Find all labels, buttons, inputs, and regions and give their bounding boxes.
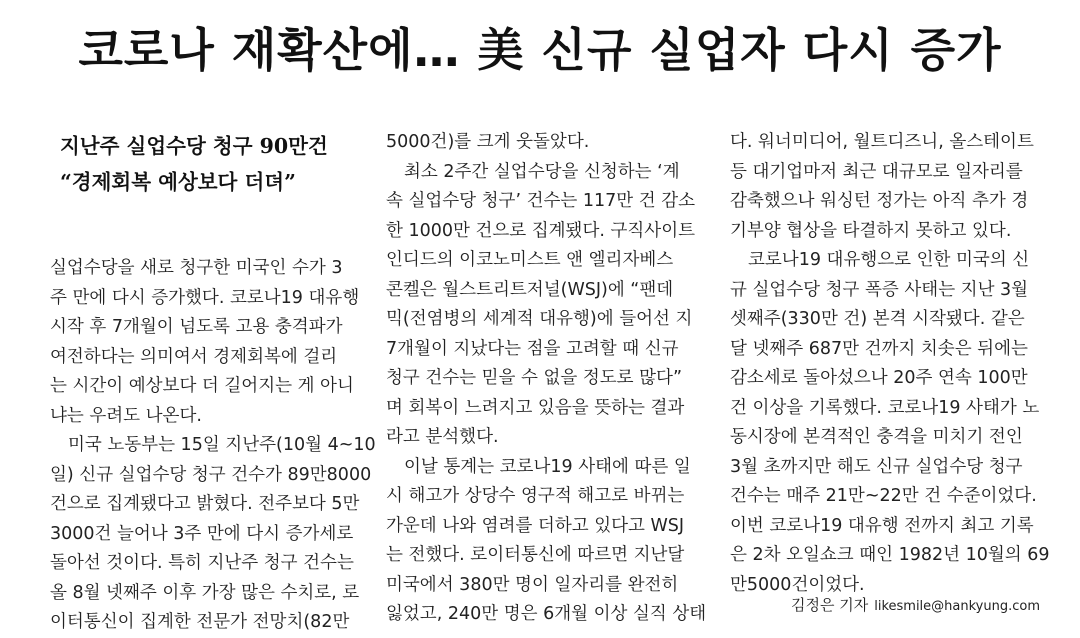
body-line: 이터통신이 집계한 전문가 전망치(82만 — [50, 612, 350, 632]
body-line: 동시장에 본격적인 충격을 미치기 전인 — [730, 427, 1023, 447]
body-line: 만5000건이었다. — [730, 574, 865, 595]
subheadline-block — [50, 128, 360, 200]
body-line: 일) 신규 실업수당 청구 건수가 89만8000 — [50, 464, 372, 485]
body-line: 라고 분석했다. — [386, 427, 499, 447]
headline: 코로나 재확산에… 美 신규 실업자 다시 증가 — [78, 23, 1002, 77]
body-line: 미국 노동부는 15일 지난주(10월 4~10 — [68, 435, 376, 455]
body-line: 기부양 협상을 타결하지 못하고 있다. — [730, 220, 1012, 241]
body-line: 한 1000만 건으로 집계됐다. 구직사이트 — [386, 220, 696, 241]
body-line: 등 대기업마저 최근 대규모로 일자리를 — [730, 161, 1023, 182]
body-line: 는 전했다. 로이터통신에 따르면 지난달 — [386, 545, 685, 565]
body-line: 콘켈은 월스트리트저널(WSJ)에 “팬데 — [386, 279, 674, 300]
article-column-2 — [386, 128, 707, 630]
body-line: 청구 건수는 믿을 수 없을 정도로 많다” — [386, 368, 683, 388]
reporter-name: 김정은 기자 — [791, 596, 869, 614]
body-line: 다. 워너미디어, 월트디즈니, 올스테이트 — [730, 132, 1034, 152]
body-line: 돌아선 것이다. 특히 지난주 청구 건수는 — [50, 553, 354, 573]
body-line: 최소 2주간 실업수당을 신청하는 ‘계 — [404, 161, 680, 182]
body-line: 믹(전염병의 세계적 대유행)에 들어선 지 — [386, 309, 693, 329]
body-line: 시작 후 7개월이 넘도록 고용 충격파가 — [50, 317, 343, 337]
body-line: 주 만에 다시 증가했다. 코로나19 대유행 — [50, 287, 360, 308]
article-column-1 — [50, 128, 376, 638]
body-line: 는 시간이 예상보다 더 길어지는 게 아니 — [50, 376, 354, 396]
body-line: 잃었고, 240만 명은 6개월 이상 실직 상태 — [386, 604, 707, 624]
body-line: 코로나19 대유행으로 인한 미국의 신 — [748, 250, 1030, 270]
body-line: 냐는 우려도 나온다. — [50, 405, 202, 426]
body-line: 은 2차 오일쇼크 때인 1982년 10월의 69 — [730, 545, 1050, 565]
body-line: 7개월이 지났다는 점을 고려할 때 신규 — [386, 338, 679, 359]
body-line: 달 넷째주 687만 건까지 치솟은 뒤에는 — [730, 338, 1028, 359]
subheadline-1: 지난주 실업수당 청구 90만건 — [60, 134, 328, 158]
body-line: 3000건 늘어나 3주 만에 다시 증가세로 — [50, 523, 354, 544]
body-line: 건 이상을 기록했다. 코로나19 사태가 노 — [730, 397, 1040, 418]
body-line: 인디드의 이코노미스트 앤 엘리자베스 — [386, 250, 674, 270]
body-line: 감축했으나 워싱턴 정가는 아직 추가 경 — [730, 191, 1029, 211]
body-line: 며 회복이 느려지고 있음을 뜻하는 결과 — [386, 397, 685, 418]
body-line: 5000건)를 크게 웃돌았다. — [386, 132, 590, 152]
body-line: 셋째주(330만 건) 본격 시작됐다. 같은 — [730, 309, 1025, 329]
body-line: 건으로 집계됐다고 밝혔다. 전주보다 5만 — [50, 494, 360, 514]
body-line: 여전하다는 의미여서 경제회복에 걸리 — [50, 346, 338, 367]
byline — [791, 594, 1040, 615]
body-line: 감소세로 돌아섰으나 20주 연속 100만 — [730, 368, 1028, 388]
body-line: 속 실업수당 청구’ 건수는 117만 건 감소 — [386, 191, 696, 211]
body-line: 3월 초까지만 해도 신규 실업수당 청구 — [730, 456, 1023, 477]
body-line: 이번 코로나19 대유행 전까지 최고 기록 — [730, 515, 1034, 536]
body-line: 건수는 매주 21만~22만 건 수준이었다. — [730, 486, 1037, 506]
subheadline-2: “경제회복 예상보다 더뎌” — [60, 170, 296, 194]
body-line: 올 8월 넷째주 이후 가장 많은 수치로, 로 — [50, 582, 360, 603]
body-line: 시 해고가 상당수 영구적 해고로 바뀌는 — [386, 486, 685, 506]
body-line: 가운데 나와 염려를 더하고 있다고 WSJ — [386, 515, 685, 536]
body-line: 이날 통계는 코로나19 사태에 따른 일 — [404, 456, 691, 477]
article-column-3 — [730, 128, 1050, 600]
body-line: 미국에서 380만 명이 일자리를 완전히 — [386, 574, 679, 595]
reporter-email[interactable]: likesmile@hankyung.com — [874, 599, 1040, 614]
body-line: 실업수당을 새로 청구한 미국인 수가 3 — [50, 258, 343, 278]
body-line: 규 실업수당 청구 폭증 사태는 지난 3월 — [730, 279, 1029, 300]
